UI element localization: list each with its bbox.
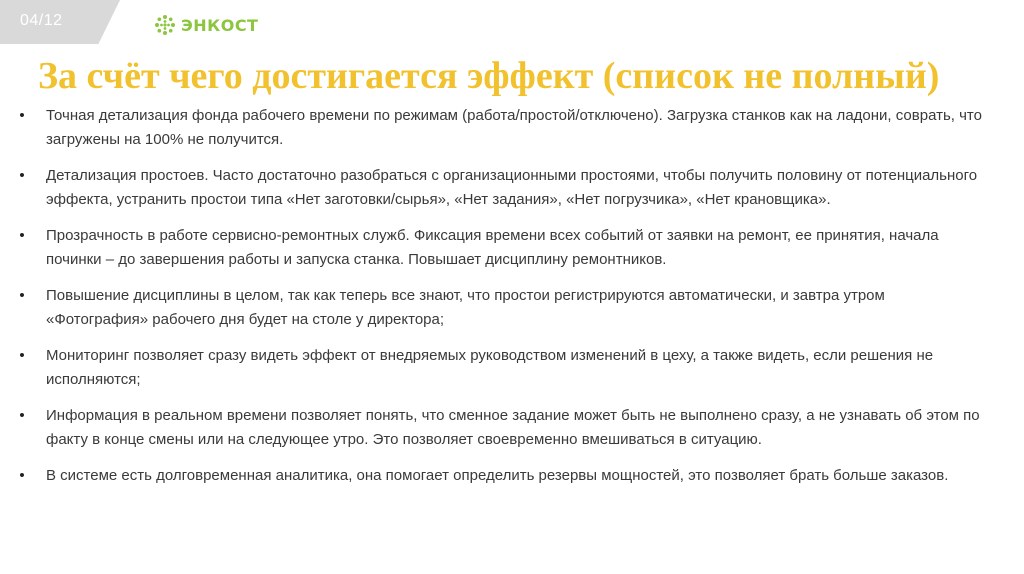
bullet-text: В системе есть долговременная аналитика, она помогает определить резервы мощностей, это позволяет брать больше заказов. [46,467,949,484]
bullet-dot: • [19,107,25,124]
bullet-dot: • [19,287,25,304]
bullet-text: Детализация простоев. Часто достаточно разобраться с организационными простоями, чтобы получить половину от потенциального эффекта, устранить простои типа «Нет заготовки/сырья», «Нет задания», «Нет погрузчика», «Нет крановщика». [46,167,978,208]
page-number: 04/12 [20,12,63,29]
bullet-text: Повышение дисциплины в целом, так как теперь все знают, что простои регистрируются автоматически, и завтра утром «Фотография» рабочего дня будет на столе у директора; [46,287,885,328]
bullet-text: Прозрачность в работе сервисно-ремонтных служб. Фиксация времени всех событий от заявки на ремонт, ее принятия, начала починки – до завершения работы и запуска станка. Повышает дисциплину ремонтников. [46,227,939,268]
leaf-dots-logo-icon [154,14,176,36]
bullet-dot: • [19,467,25,484]
bullet-item [14,224,989,272]
bullet-item [14,104,989,152]
bullet-item [14,284,989,332]
bullet-list [14,104,989,500]
bullet-text: Точная детализация фонда рабочего времени по режимам (работа/простой/отключено). Загрузка станков как на ладони, соврать, что загружены на 100% не получится. [46,107,982,148]
bullet-item [14,164,989,212]
logo-text: ЭНКОСТ [181,15,259,35]
bullet-text: Информация в реальном времени позволяет понять, что сменное задание может быть не выполнено сразу, а не узнавать об этом по факту в конце смены или на следующее утро. Это позволяет своевременно вмешиваться в ситуацию. [46,407,980,448]
bullet-item [14,464,989,488]
bullet-dot: • [19,347,25,364]
bullet-text: Мониторинг позволяет сразу видеть эффект от внедряемых руководством изменений в цеху, а также видеть, если решения не исполняются; [46,347,934,388]
bullet-item [14,404,989,452]
logo [154,14,258,36]
slide-title: За счёт чего достигается эффект (список не полный) [38,55,940,97]
bullet-dot: • [19,167,25,184]
bullet-item [14,344,989,392]
bullet-dot: • [19,227,25,244]
bullet-dot: • [19,407,25,424]
